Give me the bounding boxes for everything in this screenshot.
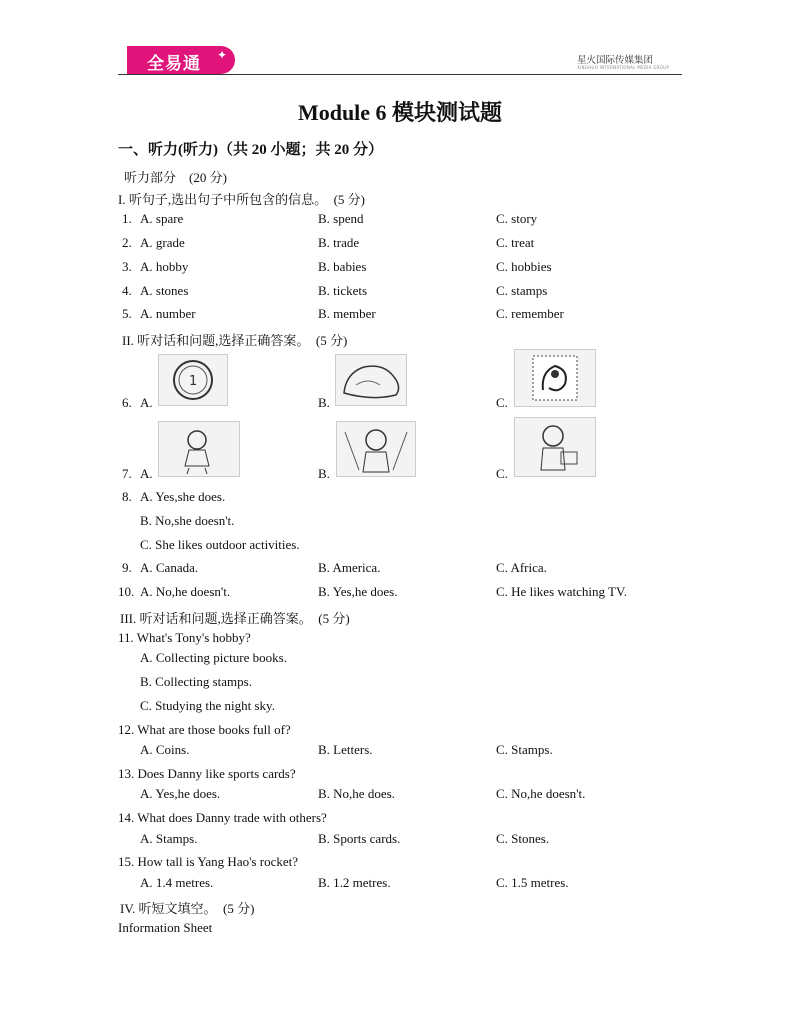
girl-picture-c	[514, 417, 596, 477]
option-b: B. No,she doesn't.	[140, 513, 235, 528]
part-iii-heading: III. 听对话和问题,选择正确答案。 (5 分)	[120, 611, 350, 626]
option-b: B.	[318, 466, 330, 481]
question-stem: 11. What's Tony's hobby?	[118, 630, 251, 645]
option-b: B. Yes,he does.	[318, 584, 398, 599]
girl-picture-a	[158, 421, 240, 477]
option-c: C. She likes outdoor activities.	[140, 537, 300, 552]
option-b: B. tickets	[318, 283, 368, 298]
brand-logo-text: 全易通	[147, 54, 201, 74]
girl-picture-b	[336, 421, 416, 477]
option-b: B. member	[318, 306, 376, 321]
option-b: B. 1.2 metres.	[318, 875, 391, 890]
option-c: C. He likes watching TV.	[496, 584, 627, 599]
option-c: C.	[496, 466, 508, 481]
option-c: C. stamps	[496, 283, 548, 298]
option-b: B. Letters.	[318, 742, 373, 757]
question-stem: 14. What does Danny trade with others?	[118, 810, 327, 825]
option-b: B. trade	[318, 235, 360, 250]
question-stem: 12. What are those books full of?	[118, 722, 291, 737]
option-b: B. Collecting stamps.	[140, 674, 252, 689]
option-c: C. Studying the night sky.	[140, 698, 275, 713]
option-b: B. babies	[318, 259, 367, 274]
publisher-name: 星火国际传媒集团	[577, 55, 654, 66]
brand-logo	[127, 46, 235, 74]
option-a: A. Yes,he does.	[140, 786, 221, 801]
option-a: A. Yes,she does.	[140, 489, 226, 504]
option-b: B.	[318, 395, 330, 410]
header-divider	[118, 74, 682, 75]
option-b: B. Sports cards.	[318, 831, 401, 846]
option-b: B. spend	[318, 211, 364, 226]
option-a: A. Canada.	[140, 560, 199, 575]
brand-logo-star: ✦	[217, 48, 229, 62]
option-a: A.	[140, 466, 153, 481]
svg-text:1: 1	[189, 374, 198, 389]
option-a: A. No,he doesn't.	[140, 584, 231, 599]
option-c: C.	[496, 395, 508, 410]
listening-part-label: 听力部分 (20 分)	[124, 170, 227, 185]
question-stem: 15. How tall is Yang Hao's rocket?	[118, 854, 298, 869]
section-heading: 一、听力(听力)（共 20 小题；共 20 分）	[118, 142, 383, 158]
option-c: C. remember	[496, 306, 564, 321]
part-i-heading: I. 听句子,选出句子中所包含的信息。 (5 分)	[118, 192, 365, 207]
option-c: C. No,he doesn't.	[496, 786, 586, 801]
option-a: A. 1.4 metres.	[140, 875, 214, 890]
option-c: C. Stones.	[496, 831, 550, 846]
stamp-picture	[514, 349, 596, 407]
option-b: B. America.	[318, 560, 381, 575]
option-b: B. No,he does.	[318, 786, 395, 801]
question-stem: 13. Does Danny like sports cards?	[118, 766, 296, 781]
option-c: C. Africa.	[496, 560, 547, 575]
option-c: C. story	[496, 211, 538, 226]
option-a: A. grade	[140, 235, 185, 250]
option-a: A. hobby	[140, 259, 189, 274]
option-a: A. number	[140, 306, 196, 321]
option-a: A. Stamps.	[140, 831, 198, 846]
option-c: C. Stamps.	[496, 742, 553, 757]
part-ii-heading: II. 听对话和问题,选择正确答案。 (5 分)	[122, 333, 348, 348]
stone-picture	[335, 354, 407, 406]
page-title: Module 6 模块测试题	[297, 100, 503, 125]
option-c: C. hobbies	[496, 259, 552, 274]
option-a: A. Coins.	[140, 742, 190, 757]
coin-picture	[158, 354, 228, 406]
publisher-subtitle: XINGHUO INTERNATIONAL MEDIA GROUP	[577, 65, 670, 70]
option-a: A.	[140, 395, 153, 410]
option-a: A. Collecting picture books.	[140, 650, 287, 665]
information-sheet-label: Information Sheet	[118, 920, 213, 935]
option-a: A. stones	[140, 283, 189, 298]
option-a: A. spare	[140, 211, 184, 226]
option-c: C. treat	[496, 235, 535, 250]
part-iv-heading: IV. 听短文填空。 (5 分)	[120, 901, 255, 916]
option-c: C. 1.5 metres.	[496, 875, 569, 890]
